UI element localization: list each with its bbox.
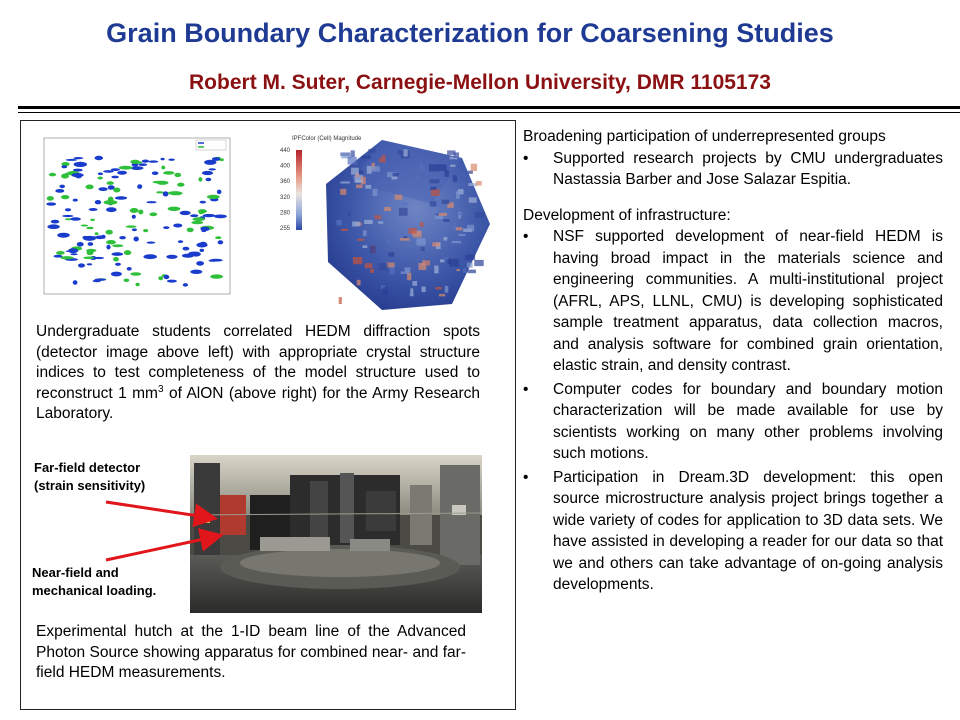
diffraction-spot <box>161 166 165 170</box>
grain-patch <box>340 182 349 184</box>
diffraction-spot <box>130 272 141 275</box>
diffraction-spot <box>143 229 148 232</box>
diffraction-spot <box>91 236 96 238</box>
grain-patch <box>431 189 440 196</box>
far-field-arrow <box>106 502 212 518</box>
diffraction-spot <box>107 181 114 185</box>
grain-patch <box>352 222 360 227</box>
grain-patch <box>456 269 460 271</box>
grain-patch <box>375 215 382 219</box>
colorbar-tick-label: 360 <box>280 179 291 186</box>
grain-patch <box>443 237 447 241</box>
diffraction-spot <box>106 230 113 235</box>
grain-patch <box>409 228 417 234</box>
grain-patch <box>452 241 461 243</box>
grain-patch <box>445 286 449 293</box>
diffraction-spot <box>127 267 132 271</box>
grain-patch <box>393 173 399 176</box>
diffraction-spot <box>73 157 83 159</box>
grain-patch <box>370 246 376 254</box>
diffraction-spot <box>106 207 117 212</box>
grain-patch <box>454 152 460 157</box>
diffraction-spot <box>168 207 181 211</box>
grain-patch <box>399 297 403 303</box>
list-item: • Supported research projects by CMU undergraduates Nastassia Barber and Jose Salazar Espitia. <box>523 149 943 188</box>
grain-patch <box>378 221 383 223</box>
diffraction-spot <box>113 188 120 193</box>
grain-patch <box>351 150 355 157</box>
grain-patch <box>348 157 357 165</box>
grain-patch <box>365 263 373 268</box>
diffraction-spot <box>168 191 182 195</box>
diffraction-spot <box>83 257 94 260</box>
diffraction-spot <box>149 212 157 216</box>
diffraction-spot <box>191 221 203 224</box>
diffraction-spot <box>202 171 213 175</box>
grain-patch <box>356 180 362 183</box>
section-heading-infrastructure: Development of infrastructure: <box>523 206 731 224</box>
grain-patch <box>388 227 393 232</box>
diffraction-spot <box>86 227 93 229</box>
grain-patch <box>362 156 371 159</box>
diffraction-spot <box>112 244 123 247</box>
diffraction-spot <box>163 171 174 175</box>
diffraction-spot <box>77 242 84 247</box>
diffraction-spot <box>56 251 65 255</box>
diffraction-spot <box>199 212 204 214</box>
grain-patch <box>421 247 425 251</box>
grain-patch <box>358 171 363 174</box>
grain-patch <box>453 175 457 182</box>
grain-patch <box>467 225 474 232</box>
diffraction-spot <box>115 263 121 266</box>
grain-patch <box>467 263 473 268</box>
diffraction-spot <box>124 250 131 255</box>
grain-patch <box>443 219 450 222</box>
grain-patch <box>399 208 408 216</box>
diffraction-spot <box>132 228 137 231</box>
grain-patch <box>444 257 449 259</box>
grain-patch <box>468 270 476 274</box>
grain-patch <box>420 164 423 171</box>
diffraction-spot <box>54 255 63 258</box>
colorbar-label: IPFColor (Cell) Magnitude <box>292 136 362 142</box>
section-heading-participation: Broadening participation of underrepresented groups <box>523 128 886 145</box>
diffraction-spot <box>177 183 184 187</box>
diffraction-spot <box>183 283 188 287</box>
grain-patch <box>463 268 467 273</box>
diffraction-spot <box>89 208 98 211</box>
grain-patch <box>363 230 367 236</box>
diffraction-spot <box>103 170 114 173</box>
diffraction-spot <box>95 200 101 204</box>
infrastructure-bullets <box>523 226 943 596</box>
diffraction-spot <box>113 257 119 262</box>
diffraction-spot <box>49 173 56 177</box>
grain-patch <box>458 234 465 236</box>
diffraction-spot <box>164 275 170 279</box>
grain-patch <box>476 181 482 186</box>
diffraction-spot <box>119 236 126 239</box>
grain-patch <box>400 238 410 241</box>
diffraction-spot <box>200 249 205 252</box>
grain-patch <box>465 255 475 260</box>
diffraction-spot <box>167 280 177 283</box>
diffraction-spot <box>119 166 133 170</box>
diffraction-spot <box>153 181 167 184</box>
grain-patch <box>356 185 363 189</box>
diffraction-spot <box>95 232 99 235</box>
diffraction-spot <box>200 227 209 231</box>
diffraction-spot <box>214 215 227 219</box>
diffraction-spot <box>203 214 216 217</box>
diffraction-spot <box>142 160 149 163</box>
diffraction-spot <box>130 208 139 213</box>
diffraction-spot <box>57 233 69 238</box>
grain-patch <box>449 259 458 267</box>
grain-patch <box>363 245 368 248</box>
grain-patch <box>468 183 477 186</box>
diffraction-spot <box>217 190 222 195</box>
diffraction-spot <box>74 162 87 167</box>
diffraction-spot <box>61 195 69 199</box>
grain-patch <box>430 201 437 206</box>
colorbar-tick-label: 400 <box>280 163 291 170</box>
grain-patch <box>434 266 438 274</box>
diffraction-spot <box>143 254 157 259</box>
header-rule-thin <box>18 112 960 113</box>
colorbar-tick-label: 280 <box>280 210 291 217</box>
grain-patch <box>405 267 411 272</box>
grain-patch <box>384 207 391 211</box>
diffraction-spot <box>90 219 95 221</box>
diffraction-spot <box>88 242 94 246</box>
diffraction-spot <box>68 248 78 253</box>
grain-patch <box>357 280 361 286</box>
diffraction-spot <box>190 214 198 217</box>
diffraction-spot <box>70 253 77 255</box>
colorbar-tick-label: 320 <box>280 194 291 201</box>
diffraction-spot <box>163 226 169 229</box>
diffraction-spot <box>86 185 94 190</box>
colorbar-tick-label: 255 <box>280 226 291 232</box>
grain-patch <box>417 238 426 245</box>
diffraction-spot <box>156 191 164 193</box>
page-title: Grain Boundary Characterization for Coarsening Studies <box>106 18 834 48</box>
grain-patch <box>435 236 439 240</box>
diffraction-spot <box>61 165 67 168</box>
grain-patch <box>457 213 463 215</box>
diffraction-spot <box>210 274 223 278</box>
bottom-caption: Experimental hutch at the 1-ID beam line of the Advanced Photon Source showing apparatus for combined near- and far-field HEDM measurements. <box>36 623 466 681</box>
grain-patch <box>456 227 463 230</box>
diffraction-spot <box>212 157 220 161</box>
diffraction-spot <box>126 225 137 227</box>
experimental-hutch-photo <box>190 455 482 613</box>
microstructure-cube-image <box>312 134 502 314</box>
diffraction-spot <box>72 173 84 177</box>
diffraction-spot <box>60 256 73 259</box>
grain-patch <box>471 164 477 171</box>
diffraction-spot <box>208 168 216 170</box>
grain-patch <box>370 269 374 273</box>
header-rule-thick <box>18 106 960 109</box>
list-item: • Participation in Dream.3D development: this open source microstructure analysis project brings together a wide variety of codes for application to 3D data sets. We have assisted in developing a reader for our data so that we and others can take advantage of on-going analysis developments. <box>523 468 943 593</box>
diffraction-spot <box>136 283 140 286</box>
grain-patch <box>435 287 441 290</box>
grain-patch <box>422 287 426 293</box>
diffraction-spot <box>174 173 181 177</box>
grain-patch <box>416 176 419 179</box>
diffraction-spot <box>161 158 165 161</box>
grain-patch <box>367 166 372 174</box>
grain-patch <box>341 229 348 231</box>
diffraction-spot <box>70 217 81 221</box>
detector-image <box>38 128 238 304</box>
grain-patch <box>348 211 351 217</box>
diffraction-spot <box>130 160 140 164</box>
diffraction-spot <box>152 171 159 175</box>
far-field-callout: Far-field detector (strain sensitivity) <box>34 460 146 493</box>
grain-patch <box>439 294 445 297</box>
diffraction-spot <box>134 237 139 242</box>
grain-patch <box>401 272 409 274</box>
diffraction-spot <box>178 240 183 243</box>
grain-patch <box>357 239 364 241</box>
grain-patch <box>445 170 449 177</box>
diffraction-spot <box>47 196 54 201</box>
grain-patch <box>351 168 359 175</box>
grain-patch <box>409 235 413 239</box>
grain-patch <box>339 297 342 304</box>
grain-patch <box>390 267 395 274</box>
near-field-callout: Near-field and mechanical loading. <box>32 565 157 598</box>
grain-patch <box>438 164 446 171</box>
diffraction-spot <box>98 173 103 176</box>
diffraction-spot <box>86 249 96 252</box>
diffraction-spot <box>65 159 77 161</box>
grain-patch <box>474 260 483 266</box>
diffraction-spot <box>196 243 207 248</box>
diffraction-spot <box>196 261 204 266</box>
right-text-panel <box>523 126 943 598</box>
diffraction-spot <box>190 270 202 274</box>
list-item: • Computer codes for boundary and boundary motion characterization will be made available for use by scientists working on many other problems involving such motions. <box>523 380 943 462</box>
diffraction-spot <box>146 201 156 203</box>
diffraction-spot <box>198 177 202 182</box>
grain-patch <box>387 240 391 244</box>
diffraction-spot <box>51 220 59 224</box>
diffraction-spot <box>59 185 65 189</box>
diffraction-spot <box>215 236 221 239</box>
grain-patch <box>456 191 460 198</box>
diffraction-spot <box>193 217 205 221</box>
grain-patch <box>402 203 408 206</box>
grain-patch <box>469 197 477 202</box>
diffraction-spot <box>117 171 127 175</box>
grain-patch <box>372 166 380 171</box>
grain-patch <box>392 177 398 179</box>
grain-patch <box>439 213 448 216</box>
grain-patch <box>336 220 342 226</box>
diffraction-spot <box>218 240 224 244</box>
grain-patch <box>445 293 452 298</box>
diffraction-spot <box>137 184 142 189</box>
diffraction-spot <box>87 263 93 265</box>
grain-patch <box>379 158 382 162</box>
participation-bullets <box>523 148 943 191</box>
grain-patch <box>452 223 456 230</box>
grain-patch <box>368 149 375 152</box>
diffraction-spot <box>106 240 116 244</box>
diffraction-spot <box>207 195 220 199</box>
diffraction-spot <box>148 160 158 162</box>
grain-patch <box>442 200 450 204</box>
callout-arrows <box>100 490 230 570</box>
diffraction-spot <box>55 189 64 193</box>
diffraction-spot <box>73 280 78 285</box>
diffraction-spot <box>111 272 122 277</box>
list-item: • NSF supported development of near-field HEDM is having broad impact in the materials science and engineering communities. A multi-institutional project (AFRL, APS, LLNL, CMU) is developing sophisticated sample treatment apparatus, data collection macros, and analysis software for combined grain orientation, elastic strain, and density contrast. <box>523 228 943 374</box>
grain-patch <box>365 185 371 189</box>
grain-patch <box>430 187 436 190</box>
diffraction-spot <box>168 159 174 161</box>
grain-patch <box>458 212 461 219</box>
diffraction-spot <box>209 259 222 262</box>
grain-patch <box>364 220 373 224</box>
grain-patch <box>429 164 439 171</box>
diffraction-spot <box>81 225 88 227</box>
diffraction-spot <box>158 276 163 280</box>
grain-patch <box>361 279 367 285</box>
diffraction-spot <box>166 255 177 259</box>
near-field-arrow <box>106 536 218 560</box>
diffraction-spot <box>82 236 87 239</box>
grain-patch <box>382 155 386 163</box>
diffraction-spot <box>93 280 101 283</box>
grain-patch <box>420 222 424 227</box>
grain-patch <box>410 288 413 296</box>
diffraction-spot <box>183 247 190 251</box>
diffraction-spot <box>200 201 206 204</box>
grain-patch <box>422 260 430 265</box>
grain-patch <box>353 257 362 264</box>
diffraction-spot <box>124 279 130 282</box>
diffraction-spot <box>206 178 212 182</box>
grain-patch <box>430 179 440 183</box>
grain-patch <box>340 189 346 195</box>
page-subtitle: Robert M. Suter, Carnegie-Mellon University, DMR 1105173 <box>189 71 771 94</box>
grain-patch <box>450 165 455 167</box>
top-caption: Undergraduate students correlated HEDM diffraction spots (detector image above left) with appropriate crystal structure indices to test completeness of the model structure used to reconstruct 1 $mm^3$ of AlON (above right) for the Army Research Laboratory. <box>36 323 480 422</box>
grain-patch <box>404 149 408 156</box>
diffraction-spot <box>47 224 59 229</box>
diffraction-spot <box>78 263 85 267</box>
diffraction-spot <box>99 187 108 191</box>
grain-patch <box>395 195 403 200</box>
diffraction-spot <box>131 166 144 170</box>
diffraction-spot <box>180 211 191 215</box>
diffraction-spot <box>182 254 194 258</box>
grain-patch <box>412 281 417 286</box>
diffraction-spot <box>104 200 118 205</box>
diffraction-spot <box>132 215 136 219</box>
diffraction-spot <box>111 176 119 179</box>
diffraction-spot <box>65 208 71 211</box>
grain-patch <box>440 259 445 262</box>
diffraction-spot <box>138 210 143 215</box>
grain-patch <box>388 252 394 256</box>
colorbar-tick-label: 440 <box>280 148 291 154</box>
diffraction-spot <box>115 196 127 199</box>
diffraction-spot <box>62 215 74 217</box>
diffraction-spot <box>139 163 148 166</box>
diffraction-spot <box>111 252 123 256</box>
diffraction-spot <box>173 224 182 228</box>
diffraction-spot <box>95 156 104 160</box>
grain-patch <box>475 212 485 218</box>
diffraction-spot <box>46 202 56 205</box>
grain-patch <box>379 263 388 270</box>
grain-patch <box>373 189 378 196</box>
grain-patch <box>432 242 440 246</box>
diffraction-spot <box>73 199 78 202</box>
diffraction-spot <box>98 177 103 180</box>
diffraction-spot <box>146 242 155 244</box>
grain-patch <box>384 287 387 289</box>
diffraction-spot <box>187 228 194 233</box>
diffraction-spot <box>106 245 110 250</box>
grain-patch <box>398 150 401 155</box>
